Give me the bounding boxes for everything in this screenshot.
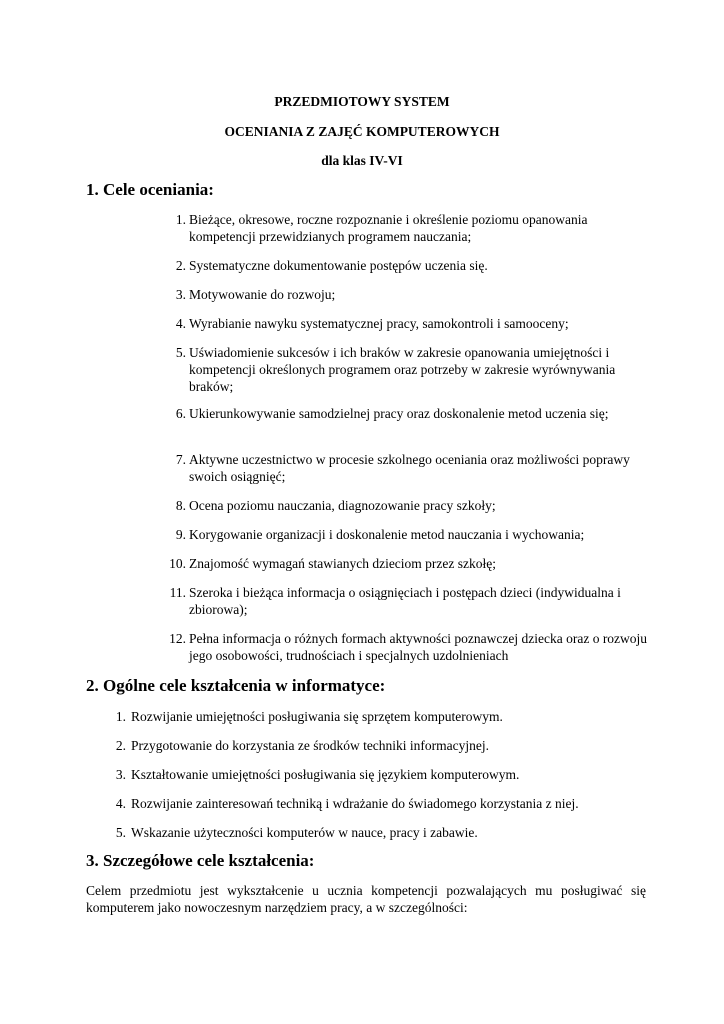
list-item-number: 1. — [175, 212, 186, 227]
list-item-number: 9. — [175, 527, 186, 542]
list-item-number: 12. — [169, 631, 186, 646]
list-item-number: 5. — [115, 825, 126, 840]
list-item-number: 2. — [175, 258, 186, 273]
document-title-line-1: PRZEDMIOTOWY SYSTEM — [274, 94, 450, 109]
list-item-text: Korygowanie organizacji i doskonalenie metod nauczania i wychowania; — [189, 527, 585, 542]
section-1-heading: 1. Cele oceniania: — [86, 180, 214, 199]
list-item-number: 11. — [169, 585, 186, 600]
list-item-text: Pełna informacja o różnych formach aktywności poznawczej dziecka oraz o rozwoju jego osobowości, trudnościach i specjalnych uzdolnieniach — [189, 631, 648, 663]
list-item-text: Bieżące, okresowe, roczne rozpoznanie i określenie poziomu opanowania kompetencji przewidzianych programem nauczania; — [189, 212, 588, 244]
list-item-number: 8. — [175, 498, 186, 513]
list-item-number: 5. — [175, 345, 186, 360]
list-item-text: Ukierunkowywanie samodzielnej pracy oraz doskonalenie metod uczenia się; — [189, 406, 609, 421]
list-item-number: 10. — [169, 556, 186, 571]
section-2-heading: 2. Ogólne cele kształcenia w informatyce: — [86, 676, 386, 695]
list-item-text: Szeroka i bieżąca informacja o osiągnięciach i postępach dzieci (indywidualna i zbiorowa); — [189, 585, 621, 617]
list-item-number: 1. — [115, 709, 126, 724]
list-item-text: Wyrabianie nawyku systematycznej pracy, samokontroli i samooceny; — [189, 316, 569, 331]
list-item-text: Rozwijanie zainteresowań techniką i wdrażanie do świadomego korzystania z niej. — [131, 796, 579, 811]
list-item-text: Kształtowanie umiejętności posługiwania się językiem komputerowym. — [131, 767, 520, 782]
section-3-paragraph: Celem przedmiotu jest wykształcenie u ucznia kompetencji pozwalających mu posługiwać się komputerem jako nowoczesnym narzędziem pracy, a w szczególności: — [86, 883, 646, 915]
list-item-number: 6. — [175, 406, 186, 421]
list-item-text: Motywowanie do rozwoju; — [189, 287, 336, 302]
list-item-text: Ocena poziomu nauczania, diagnozowanie pracy szkoły; — [189, 498, 496, 513]
list-item-number: 3. — [115, 767, 126, 782]
list-item-text: Przygotowanie do korzystania ze środków techniki informacyjnej. — [131, 738, 490, 753]
list-item-number: 3. — [175, 287, 186, 302]
list-item-text: Systematyczne dokumentowanie postępów uczenia się. — [189, 258, 488, 273]
section-3-heading: 3. Szczegółowe cele kształcenia: — [86, 851, 315, 870]
list-item-number: 4. — [115, 796, 126, 811]
document-title-line-3: dla klas IV-VI — [321, 153, 403, 168]
list-item-text: Aktywne uczestnictwo w procesie szkolnego oceniania oraz możliwości poprawy swoich osiągnięć; — [189, 452, 630, 484]
document-title-line-2: OCENIANIA Z ZAJĘĆ KOMPUTEROWYCH — [224, 124, 500, 139]
list-item-text: Uświadomienie sukcesów i ich braków w zakresie opanowania umiejętności i kompetencji określonych programem oraz potrzeby w zakresie wyrównywania braków; — [189, 345, 616, 394]
list-item-text: Rozwijanie umiejętności posługiwania się sprzętem komputerowym. — [131, 709, 503, 724]
list-item-text: Wskazanie użyteczności komputerów w nauce, pracy i zabawie. — [131, 825, 478, 840]
list-item-number: 2. — [115, 738, 126, 753]
list-item-text: Znajomość wymagań stawianych dzieciom przez szkołę; — [189, 556, 497, 571]
list-item-number: 7. — [175, 452, 186, 467]
list-item-number: 4. — [175, 316, 186, 331]
